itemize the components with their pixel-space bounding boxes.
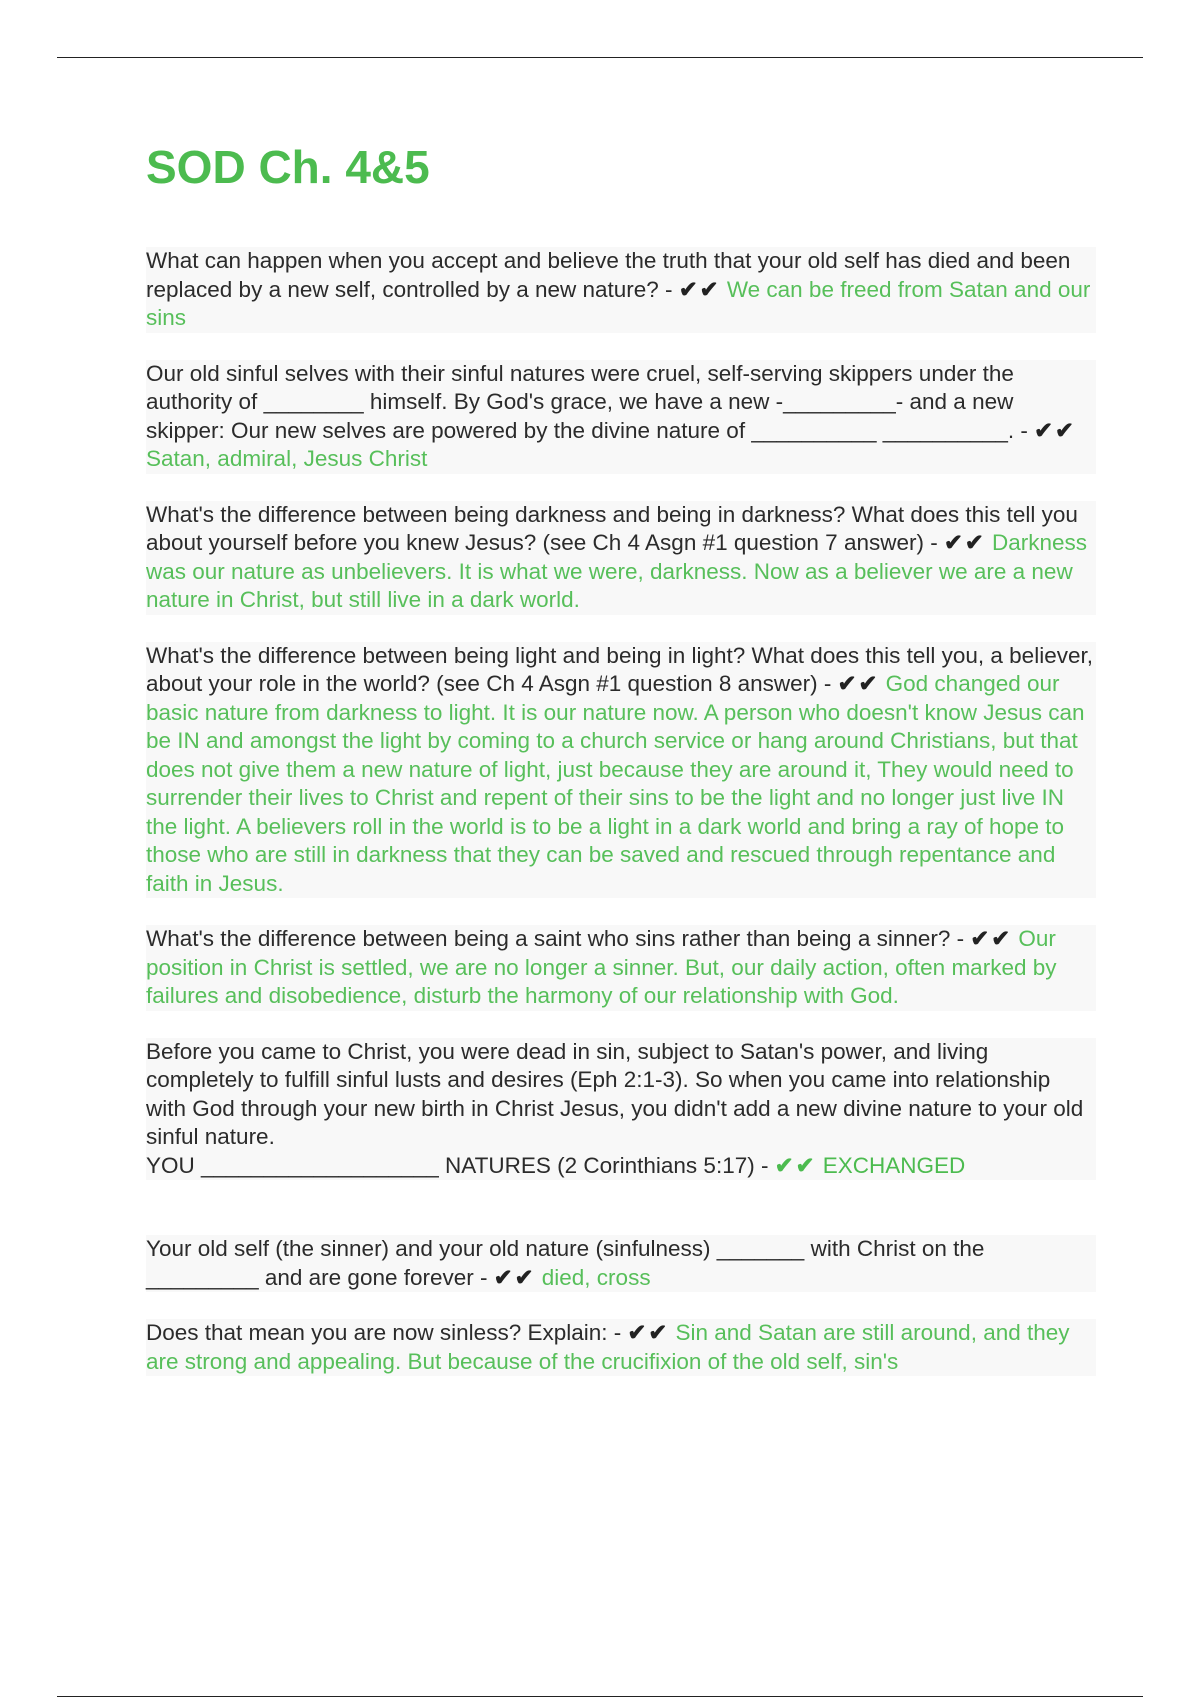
question-fill-line: YOU ___________________ NATURES (2 Corinthians 5:17) - bbox=[146, 1152, 769, 1178]
qa-item-1 bbox=[146, 247, 1096, 333]
question-text: Does that mean you are now sinless? Explain: - bbox=[146, 1320, 622, 1346]
answer-text: We can be freed from Satan and our sins bbox=[146, 276, 1091, 331]
double-check-icon: ✔✔ bbox=[943, 530, 986, 556]
question-text: What's the difference between being darkness and being in darkness? What does this tell you about yourself before you knew Jesus? (see Ch 4 Asgn #1 question 7 answer) - bbox=[146, 501, 1078, 556]
answer-text: Satan, admiral, Jesus Christ bbox=[146, 446, 428, 472]
answer-text: Sin and Satan are still around, and they are strong and appealing. But because of the crucifixion of the old self, sin's bbox=[146, 1320, 1070, 1374]
answer-text: God changed our basic nature from darkness to light. It is our nature now. A person who doesn't know Jesus can be IN and amongst the light by coming to a church service or hang around Christians, but that does not give them a new nature of light, just because they are around it, They would need to surrender their lives to Christ and repent of their sins to be the light and no longer just live IN the light. A believers roll in the world is to be a light in a dark world and bring a ray of hope to those who are still in darkness that they can be saved and rescued through repentance and faith in Jesus. bbox=[146, 671, 1085, 896]
double-check-icon: ✔✔ bbox=[627, 1320, 670, 1346]
answer-text: Darkness was our nature as unbelievers. It is what we were, darkness. Now as a believer we are a new nature in Christ, but still live in a dark world. bbox=[146, 530, 1088, 613]
qa-item-8 bbox=[146, 1319, 1096, 1376]
question-text: What's the difference between being a saint who sins rather than being a sinner? - bbox=[146, 926, 965, 952]
qa-item-2 bbox=[146, 360, 1096, 474]
question-text: Your old self (the sinner) and your old nature (sinfulness) _______ with Christ on the _________ and are gone forever - bbox=[146, 1236, 985, 1290]
answer-text: Our position in Christ is settled, we are no longer a sinner. But, our daily action, often marked by failures and disobedience, disturb the harmony of our relationship with God. bbox=[146, 926, 1057, 1009]
qa-item-6 bbox=[146, 1038, 1096, 1181]
question-text: What's the difference between being light and being in light? What does this tell you, a believer, about your role in the world? (see Ch 4 Asgn #1 question 8 answer) - bbox=[146, 642, 1093, 697]
double-check-icon: ✔✔ bbox=[678, 276, 721, 302]
double-check-icon: ✔✔ bbox=[493, 1264, 536, 1290]
question-text: What can happen when you accept and believe the truth that your old self has died and been replaced by a new self, controlled by a new nature? - bbox=[146, 248, 1071, 302]
qa-item-3 bbox=[146, 501, 1096, 615]
double-check-icon: ✔✔ bbox=[970, 926, 1013, 952]
top-rule bbox=[57, 57, 1143, 58]
question-text: Before you came to Christ, you were dead in sin, subject to Satan's power, and living completely to fulfill sinful lusts and desires (Eph 2:1-3). So when you came into relationship with God through your new birth in Christ Jesus, you didn't add a new divine nature to your old sinful nature. bbox=[146, 1038, 1084, 1150]
document-title: SOD Ch. 4&5 bbox=[146, 141, 430, 193]
qa-item-5 bbox=[146, 925, 1096, 1011]
document-page bbox=[146, 140, 1096, 1403]
double-check-icon: ✔✔ bbox=[774, 1152, 817, 1178]
answer-text: died, cross bbox=[541, 1264, 651, 1290]
double-check-icon: ✔✔ bbox=[837, 671, 880, 697]
question-text: Our old sinful selves with their sinful natures were cruel, self-serving skippers under the authority of ________ himself. By God's grace, we have a new -_________- and a new skipper: Our new selves are powered by the divine nature of __________ __________. - bbox=[146, 360, 1028, 443]
answer-text: EXCHANGED bbox=[822, 1152, 966, 1178]
qa-item-7 bbox=[146, 1235, 1096, 1292]
bottom-rule bbox=[57, 1696, 1143, 1697]
double-check-icon: ✔✔ bbox=[1034, 417, 1076, 443]
qa-item-4 bbox=[146, 642, 1096, 899]
